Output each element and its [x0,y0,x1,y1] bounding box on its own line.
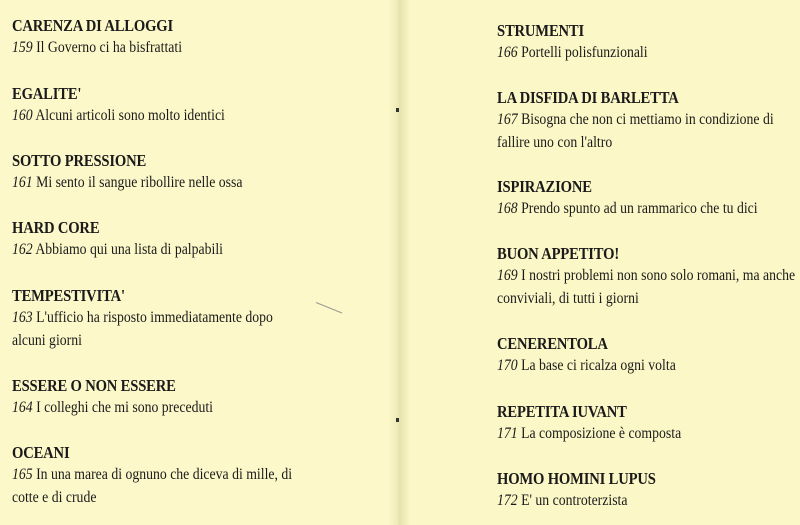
entry-text [497,354,789,377]
entry-161 [12,151,352,194]
entry-167 [497,88,800,154]
gutter-speck [396,108,399,112]
entry-160 [12,84,352,127]
entry-body: Mi sento il sangue ribollire nelle ossa [36,174,243,191]
entry-text [497,197,800,220]
entry-text [12,171,304,194]
entry-title: STRUMENTI [497,21,585,40]
entry-169 [497,244,800,310]
entry-title: TEMPESTIVITA' [12,286,125,305]
entry-text [497,41,789,64]
entry-number: 171 [497,425,518,442]
entry-title: EGALITE' [12,84,82,103]
entry-title: HARD CORE [12,218,100,237]
entry-body: Portelli polisfunzionali [521,44,648,61]
entry-title: CENERENTOLA [497,334,608,353]
entry-159 [12,16,352,59]
entry-text [497,489,789,512]
entry-number: 161 [12,174,33,191]
entry-body: In una marea di ognuno che diceva di mille, di cotte e di crude [12,466,293,506]
entry-162 [12,218,352,261]
entry-body: L'ufficio ha risposto immediatamente dopo alcuni giorni [12,309,273,349]
entry-body: Bisogna che non ci mettiamo in condizione di fallire uno con l'altro [497,111,774,151]
entry-number: 166 [497,44,518,61]
entry-168 [497,177,800,220]
entry-body: I nostri problemi non sono solo romani, ma anche conviviali, di tutti i giorni [497,267,796,307]
entry-text [497,264,800,310]
entry-164 [12,376,352,419]
entry-number: 169 [497,267,518,284]
entry-body: Abbiamo qui una lista di palpabili [35,241,223,258]
entry-number: 162 [12,241,33,258]
entry-body: La composizione è composta [521,425,682,442]
entry-title: SOTTO PRESSIONE [12,151,147,170]
entry-number: 159 [12,39,33,56]
entry-number: 167 [497,111,518,128]
entry-body: Prendo spunto ad un rammarico che tu dici [521,200,758,217]
entry-number: 160 [12,107,33,124]
entry-171 [497,402,800,445]
entry-title: REPETITA IUVANT [497,402,627,421]
entry-text [12,306,304,352]
entry-title: CARENZA DI ALLOGGI [12,16,174,35]
entry-text [12,463,304,509]
entry-number: 168 [497,200,518,217]
entry-166 [497,21,800,64]
left-page [0,0,398,525]
entry-text [12,396,304,419]
entry-number: 165 [12,466,33,483]
entry-title: BUON APPETITO! [497,244,620,263]
right-page [398,0,800,525]
book-gutter [388,0,410,525]
entry-text [12,238,304,261]
entry-title: ESSERE O NON ESSERE [12,376,176,395]
entry-title: HOMO HOMINI LUPUS [497,469,656,488]
entry-body: I colleghi che mi sono preceduti [36,399,213,416]
entry-body: Il Governo ci ha bisfrattati [36,39,183,56]
entry-172 [497,469,800,512]
entry-text [12,36,304,59]
entry-number: 170 [497,357,518,374]
entry-title: ISPIRAZIONE [497,177,592,196]
entry-body: La base ci ricalza ogni volta [521,357,676,374]
entry-text [497,422,789,445]
entry-number: 163 [12,309,33,326]
entry-body: E' un controterzista [521,492,628,509]
entry-165 [12,443,352,509]
entry-163 [12,286,352,352]
entry-title: LA DISFIDA DI BARLETTA [497,88,679,107]
entry-body: Alcuni articoli sono molto identici [35,107,225,124]
entry-text [497,108,800,154]
entry-number: 172 [497,492,518,509]
entry-title: OCEANI [12,443,70,462]
entry-number: 164 [12,399,33,416]
entry-170 [497,334,800,377]
gutter-speck [396,418,399,422]
entry-text [12,104,304,127]
